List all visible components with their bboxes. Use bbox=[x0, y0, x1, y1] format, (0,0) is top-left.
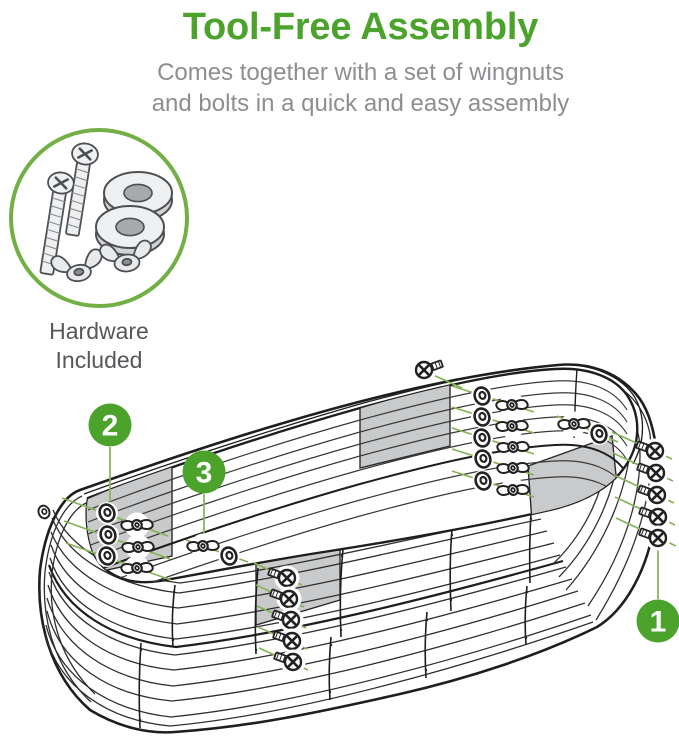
washer-icon bbox=[471, 385, 493, 407]
washer-icon bbox=[588, 423, 610, 445]
bolt-icon bbox=[412, 358, 444, 383]
washer-icon bbox=[472, 470, 494, 492]
washer-icon bbox=[218, 545, 240, 567]
callout-number-1: 1 bbox=[649, 605, 667, 639]
callout-badge-1 bbox=[637, 600, 679, 643]
washer-icon bbox=[471, 406, 493, 428]
hardware-label-line-1: Hardware bbox=[49, 318, 149, 344]
washer-icon bbox=[96, 545, 118, 567]
callout-number-3: 3 bbox=[195, 456, 213, 490]
hardware-circle-icon bbox=[4, 123, 194, 313]
washer-icon bbox=[471, 427, 493, 449]
callout-badge-2 bbox=[89, 404, 132, 447]
header bbox=[0, 0, 679, 119]
washer-icon bbox=[97, 524, 119, 546]
washer-icon bbox=[96, 502, 118, 524]
page-title: Tool-Free Assembly bbox=[182, 6, 539, 48]
subtitle-line-2: and bolts in a quick and easy assembly bbox=[151, 90, 570, 117]
callout-number-2: 2 bbox=[101, 409, 119, 443]
washer-icon bbox=[36, 504, 53, 521]
hardware-label-line-2: Included bbox=[55, 347, 143, 373]
subtitle-line-1: Comes together with a set of wingnuts bbox=[157, 59, 564, 86]
assembly-illustration bbox=[0, 356, 679, 736]
washer-icon bbox=[472, 448, 494, 470]
callout-badge-3 bbox=[183, 451, 226, 494]
hardware-included-badge bbox=[4, 123, 194, 373]
